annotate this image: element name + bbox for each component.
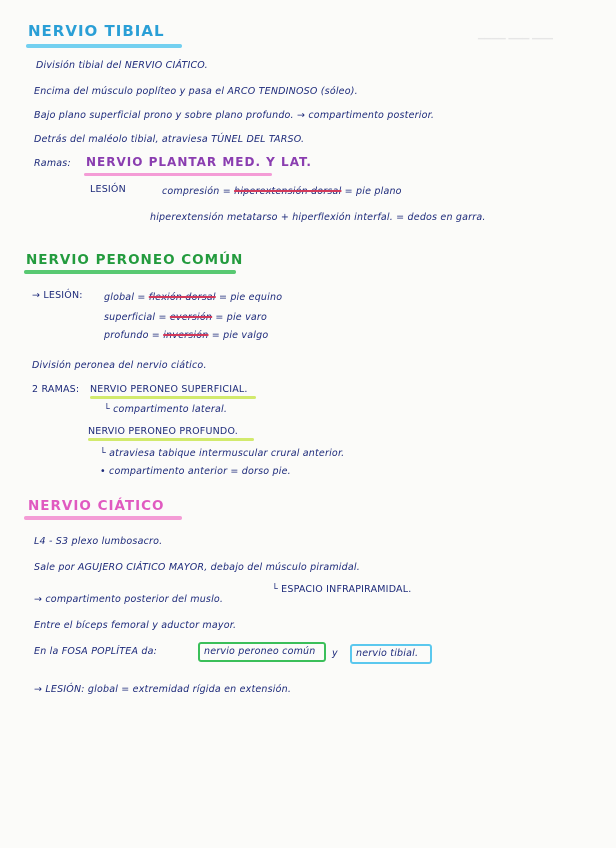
ciatico-line-5-pre: En la FOSA POPLÍTEA da: — [34, 646, 158, 657]
tibial-line-1: División tibial del NERVIO CIÁTICO. — [36, 60, 208, 71]
peroneo-rama-2-sub-1: └ atraviesa tabique intermuscular crural anterior. — [100, 448, 345, 459]
peroneo-rama-1-sub: └ compartimento lateral. — [104, 404, 228, 415]
ciatico-line-1: L4 - S3 plexo lumbosacro. — [34, 536, 163, 547]
prof-struck: inversión — [163, 330, 209, 341]
tibial-ramas-value: NERVIO PLANTAR MED. Y LAT. — [86, 155, 312, 169]
tibial-ramas-label: Ramas: — [34, 158, 71, 169]
ciatico-line-2: Sale por AGUJERO CIÁTICO MAYOR, debajo del músculo piramidal. — [34, 562, 360, 573]
compresion-label: compresión = — [162, 186, 231, 197]
sup-label: superficial = — [104, 312, 167, 323]
global-result: = pie equino — [218, 292, 283, 303]
ciatico-line-3: → compartimento posterior del muslo. — [34, 594, 224, 605]
global-label: global = — [104, 292, 146, 303]
tibial-hiperextension: hiperextensión metatarso + hiperflexión interfal. = dedos en garra. — [150, 212, 486, 223]
tibial-line-3: Bajo plano superficial prono y sobre plano profundo. → compartimento posterior. — [34, 110, 435, 121]
ciatico-line-4: Entre el bíceps femoral y aductor mayor. — [34, 620, 237, 631]
peroneo-rama-2-sub-2: • compartimento anterior = dorso pie. — [100, 466, 291, 477]
peroneo-ramas-label: 2 RAMAS: — [32, 384, 80, 395]
global-struck: flexión dorsal — [148, 292, 216, 303]
section-title-peroneo: NERVIO PERONEO COMÚN — [26, 252, 244, 268]
tibial-line-2: Encima del músculo poplíteo y pasa el ARCO TENDINOSO (sóleo). — [34, 86, 358, 97]
peroneo-rama-2: NERVIO PERONEO PROFUNDO. — [88, 426, 238, 437]
title-highlight — [24, 270, 236, 274]
ciatico-line-6: → LESIÓN: global = extremidad rígida en extensión. — [34, 684, 292, 695]
sup-result: = pie varo — [215, 312, 268, 323]
tibial-lesion-label: LESIÓN — [90, 184, 126, 195]
title-highlight — [24, 516, 182, 520]
tibial-compresion — [162, 186, 402, 197]
peroneo-rama-1: NERVIO PERONEO SUPERFICIAL. — [90, 384, 248, 395]
sup-struck: eversión — [169, 312, 213, 323]
prof-label: profundo = — [104, 330, 160, 341]
peroneo-superficial — [104, 312, 267, 323]
peroneo-global — [104, 292, 282, 303]
rama1-highlight — [90, 396, 256, 399]
ciatico-line-5-mid: y — [332, 648, 338, 659]
ciatico-box-2: nervio tibial. — [356, 648, 419, 659]
ciatico-box-1: nervio peroneo común — [204, 646, 316, 657]
ciatico-line-2-sub: └ ESPACIO INFRAPIRAMIDAL. — [272, 584, 412, 595]
peroneo-profundo — [104, 330, 268, 341]
tibial-line-4: Detrás del maléolo tibial, atraviesa TÚNEL DEL TARSO. — [34, 134, 305, 145]
ramas-highlight — [84, 173, 272, 176]
bleed-through-text: ▁▁▁▁ ▁▁▁ ▁▁▁ — [478, 30, 553, 40]
compresion-struck: hiperextensión dorsal — [234, 186, 342, 197]
peroneo-lesion-label: → LESIÓN: — [32, 290, 83, 301]
compresion-result: = pie plano — [344, 186, 402, 197]
section-title-tibial: NERVIO TIBIAL — [28, 22, 165, 40]
title-highlight — [26, 44, 182, 48]
section-title-ciatico: NERVIO CIÁTICO — [28, 498, 165, 514]
prof-result: = pie valgo — [211, 330, 269, 341]
peroneo-division: División peronea del nervio ciático. — [32, 360, 207, 371]
rama2-highlight — [88, 438, 254, 441]
